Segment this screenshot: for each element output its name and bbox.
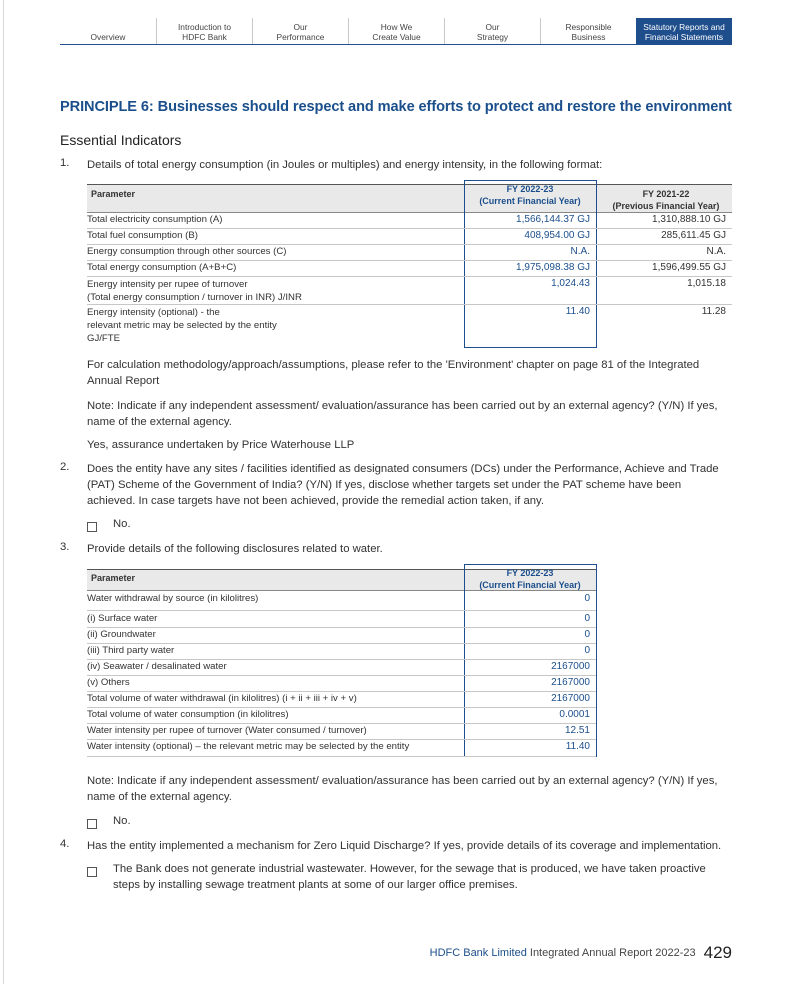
question-number: 3. [60, 541, 70, 553]
question-number: 1. [60, 157, 70, 169]
footer-bank-name: HDFC Bank Limited [429, 947, 527, 959]
answer-text: The Bank does not generate industrial wastewater. However, for the sewage that is produced, we have taken proactive steps by installing sewage treatment plants at some of our larger office premises. [113, 863, 706, 891]
page-edge [3, 0, 4, 984]
nav-divider [60, 44, 732, 45]
checkbox-icon [87, 522, 97, 532]
table-row: (v) Others [87, 677, 130, 688]
nav-tab-introduction[interactable]: Introduction to HDFC Bank [156, 18, 252, 44]
current-year-header: FY 2022-23 (Current Financial Year) [479, 568, 581, 590]
previous-value: 1,596,499.55 GJ [652, 262, 726, 273]
answer-item [87, 815, 97, 833]
nav-tab-responsible-business[interactable]: Responsible Business [540, 18, 636, 44]
question-text: Provide details of the following disclosures related to water. [87, 543, 383, 555]
answer-text: No. [113, 518, 131, 530]
nav-tab-overview[interactable]: Overview [90, 32, 126, 42]
question-text: Does the entity have any sites / facilities identified as designated consumers (DCs) under the Performance, Achieve and Trade (PAT) Scheme of the Government of India? (Y/N) If yes, disclose whether targets set under the PAT scheme have been achieved. In case targets have not been achieved, provide the remedial action taken, if any. [87, 463, 719, 507]
nav-tab-create-value[interactable]: How We Create Value [348, 18, 444, 44]
table-row: Total volume of water withdrawal (in kilolitres) (i + ii + iii + iv + v) [87, 693, 357, 704]
nav-tab-statutory-reports[interactable]: Statutory Reports and Financial Statements [636, 18, 732, 44]
question-text: Has the entity implemented a mechanism for Zero Liquid Discharge? If yes, provide details of its coverage and implementation. [87, 840, 722, 852]
current-value: 0.0001 [559, 709, 590, 720]
previous-value: 285,611.45 GJ [661, 230, 726, 241]
current-year-header: FY 2022-23 (Current Financial Year) [479, 184, 581, 206]
page-number: 429 [703, 943, 732, 962]
methodology-text: For calculation methodology/approach/assumptions, please refer to the 'Environment' chapter on page 81 of the Integrated Annual Report [87, 359, 700, 387]
table-row: (iv) Seawater / desalinated water [87, 661, 227, 672]
current-value: 0 [584, 645, 590, 656]
principle-title: PRINCIPLE 6: Businesses should respect and make efforts to protect and restore the environment [60, 99, 732, 115]
question-number: 2. [60, 461, 70, 473]
previous-value: N.A. [706, 246, 726, 257]
answer-text: No. [113, 815, 131, 827]
table-row: Energy consumption through other sources (C) [87, 246, 287, 257]
checkbox-icon [87, 819, 97, 829]
assessment-answer: Yes, assurance undertaken by Price Waterhouse LLP [87, 439, 355, 451]
current-value: 1,975,098.38 GJ [516, 262, 590, 273]
nav-tab-strategy[interactable]: Our Strategy [444, 18, 540, 44]
current-value: 11.40 [565, 306, 590, 317]
table-row: (iii) Third party water [87, 645, 175, 656]
top-navigation [60, 18, 732, 44]
table-row: Total electricity consumption (A) [87, 214, 223, 225]
table-row: Energy intensity (optional) - the relevant metric may be selected by the entity GJ/FTE [87, 307, 277, 344]
question-number: 4. [60, 838, 70, 850]
current-value: 1,566,144.37 GJ [516, 214, 590, 225]
current-value: 11.40 [565, 741, 590, 752]
question-text: Details of total energy consumption (in Joules or multiples) and energy intensity, in the following format: [87, 159, 603, 171]
current-value: 408,954.00 GJ [524, 230, 590, 241]
nav-tab-performance[interactable]: Our Performance [252, 18, 348, 44]
answer-item [87, 518, 97, 536]
table-row: Total fuel consumption (B) [87, 230, 198, 241]
table-row: Water intensity per rupee of turnover (Water consumed / turnover) [87, 725, 367, 736]
previous-value: 1,310,888.10 GJ [652, 214, 726, 225]
table-row: Total energy consumption (A+B+C) [87, 262, 237, 273]
current-value: 0 [584, 629, 590, 640]
param-header: Parameter [91, 189, 136, 199]
current-value: N.A. [570, 246, 590, 257]
current-value: 2167000 [551, 661, 590, 672]
current-value: 0 [584, 593, 590, 604]
current-value: 0 [584, 613, 590, 624]
table-row: Water withdrawal by source (in kilolitres) [87, 593, 259, 604]
table-row: Energy intensity per rupee of turnover (Total energy consumption / turnover in INR) J/INR [87, 279, 302, 303]
table-row: (ii) Groundwater [87, 629, 156, 640]
assessment-note: Note: Indicate if any independent assessment/ evaluation/assurance has been carried out by an external agency? (Y/N) If yes, name of the external agency. [87, 775, 718, 803]
page-footer [430, 943, 732, 963]
table-row: (i) Surface water [87, 613, 158, 624]
checkbox-icon [87, 867, 97, 877]
current-value: 1,024.43 [551, 278, 590, 289]
current-value: 12.51 [564, 725, 590, 736]
previous-year-header: FY 2021-22 (Previous Financial Year) [612, 189, 720, 211]
section-title: Essential Indicators [60, 132, 182, 148]
current-value: 2167000 [551, 693, 590, 704]
table-row: Water intensity (optional) – the relevant metric may be selected by the entity [87, 741, 410, 752]
assessment-note: Note: Indicate if any independent assessment/ evaluation/assurance has been carried out by an external agency? (Y/N) If yes, name of the external agency. [87, 400, 718, 428]
previous-value: 11.28 [701, 306, 726, 317]
answer-item [87, 863, 97, 881]
previous-value: 1,015.18 [687, 278, 726, 289]
current-value: 2167000 [551, 677, 590, 688]
table-row: Total volume of water consumption (in kilolitres) [87, 709, 289, 720]
footer-report-title: Integrated Annual Report 2022-23 [526, 947, 696, 959]
param-header: Parameter [91, 573, 136, 583]
